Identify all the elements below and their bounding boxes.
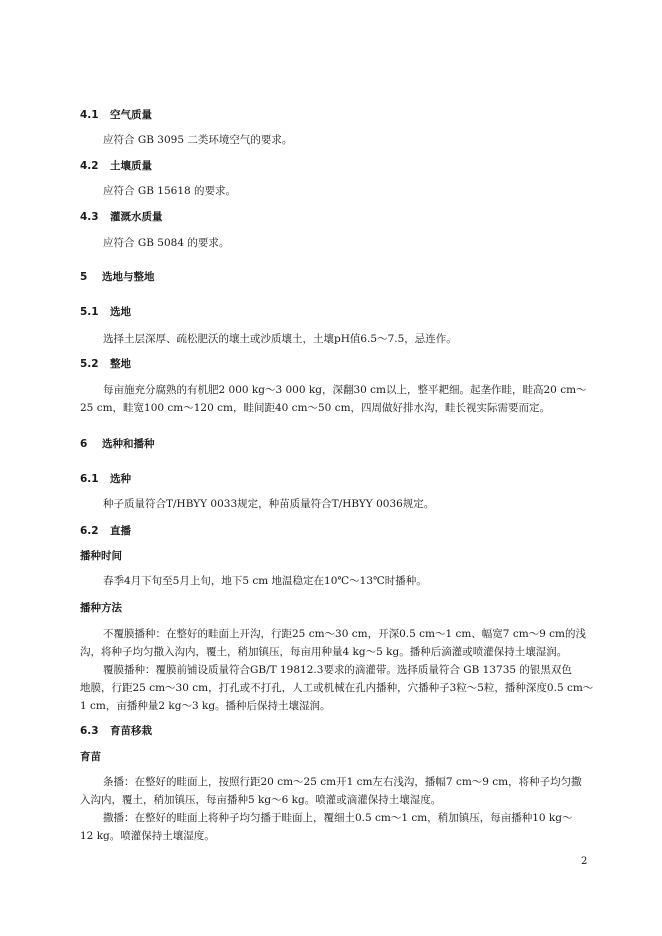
paragraph: 应符合 GB 5084 的要求。 [103,237,230,249]
section-number: 6.2 [80,525,99,537]
section-title: 灌溉水质量 [110,211,163,223]
paragraph-line: 25 cm，畦宽100 cm～120 cm，畦间距40 cm～50 cm，四周做好排水沟，畦长视实际需要而定。 [80,402,551,414]
section-number: 4.2 [80,160,99,172]
heading-5-1 [80,305,131,319]
section-title: 选地 [110,306,131,318]
heading-4-1 [80,108,152,122]
heading-5 [80,270,155,284]
section-title: 育苗移栽 [110,725,152,737]
heading-5-2 [80,357,131,371]
paragraph-line: 1 cm，亩播种量2 kg～3 kg。播种后保持土壤湿润。 [80,700,331,712]
paragraph-line: 入沟内，覆土，稍加镇压，每亩播种5 kg～6 kg。喷灌或滴灌保持土壤湿度。 [80,794,442,806]
paragraph-line: 覆膜播种：覆膜前铺设质量符合GB/T 19812.3要求的滴灌带。选择质量符合 GB 13735 的银黑双色 [103,664,572,676]
paragraph: 春季4月下旬至5月上旬，地下5 cm 地温稳定在10℃～13℃时播种。 [103,575,427,587]
heading-6-2 [80,524,131,538]
page-number: 2 [581,856,588,867]
heading-4-2 [80,159,152,173]
section-number: 5.1 [80,306,99,318]
section-number: 6 [80,438,88,450]
section-title: 直播 [110,525,131,537]
paragraph-line: 12 kg。喷灌保持土壤湿度。 [80,830,215,842]
paragraph: 选择土层深厚、疏松肥沃的壤土或沙质壤土，土壤pH值6.5～7.5，忌连作。 [103,333,457,345]
paragraph-line: 条播：在整好的畦面上，按照行距20 cm～25 cm开1 cm左右浅沟，播幅7 cm～9 cm，将种子均匀撒 [103,776,582,788]
heading-6-1 [80,472,131,486]
section-title: 整地 [110,358,131,370]
paragraph: 应符合 GB 15618 的要求。 [103,185,237,197]
paragraph-line: 撒播：在整好的畦面上将种子均匀播于畦面上，覆细土0.5 cm～1 cm，稍加镇压，每亩播种10 kg～ [103,812,573,824]
heading-4-3 [80,210,163,224]
section-number: 6.3 [80,725,99,737]
paragraph-line: 地膜，行距25 cm～30 cm，打孔或不打孔，人工或机械在孔内播种，穴播种子3粒～5粒，播种深度0.5 cm～ [80,682,594,694]
section-number: 4.1 [80,109,99,121]
section-title: 选种和播种 [102,438,155,450]
subheading-sowing-time: 播种时间 [80,550,122,562]
heading-6-3 [80,724,152,738]
section-number: 4.3 [80,211,99,223]
paragraph-line: 沟，将种子均匀撒入沟内，覆土，稍加镇压，每亩用种量4 kg～5 kg。播种后滴灌或喷灌保持土壤湿润。 [80,646,568,658]
section-number: 5.2 [80,358,99,370]
paragraph: 种子质量符合T/HBYY 0033规定，种苗质量符合T/HBYY 0036规定。 [103,498,435,510]
subheading-nursery: 育苗 [80,751,101,763]
section-title: 空气质量 [110,109,152,121]
paragraph-line: 每亩施充分腐熟的有机肥2 000 kg～3 000 kg，深翻30 cm以上，整平耙细。起垄作畦，畦高20 cm～ [103,384,587,396]
subheading-sowing-method: 播种方法 [80,602,122,614]
section-number: 5 [80,271,88,283]
section-title: 选地与整地 [102,271,155,283]
paragraph: 应符合 GB 3095 二类环境空气的要求。 [103,134,293,146]
section-title: 选种 [110,473,131,485]
heading-6 [80,437,155,451]
section-title: 土壤质量 [110,160,152,172]
paragraph-line: 不覆膜播种：在整好的畦面上开沟，行距25 cm～30 cm，开深0.5 cm～1 cm、幅宽7 cm～9 cm的浅 [103,628,587,640]
section-number: 6.1 [80,473,99,485]
